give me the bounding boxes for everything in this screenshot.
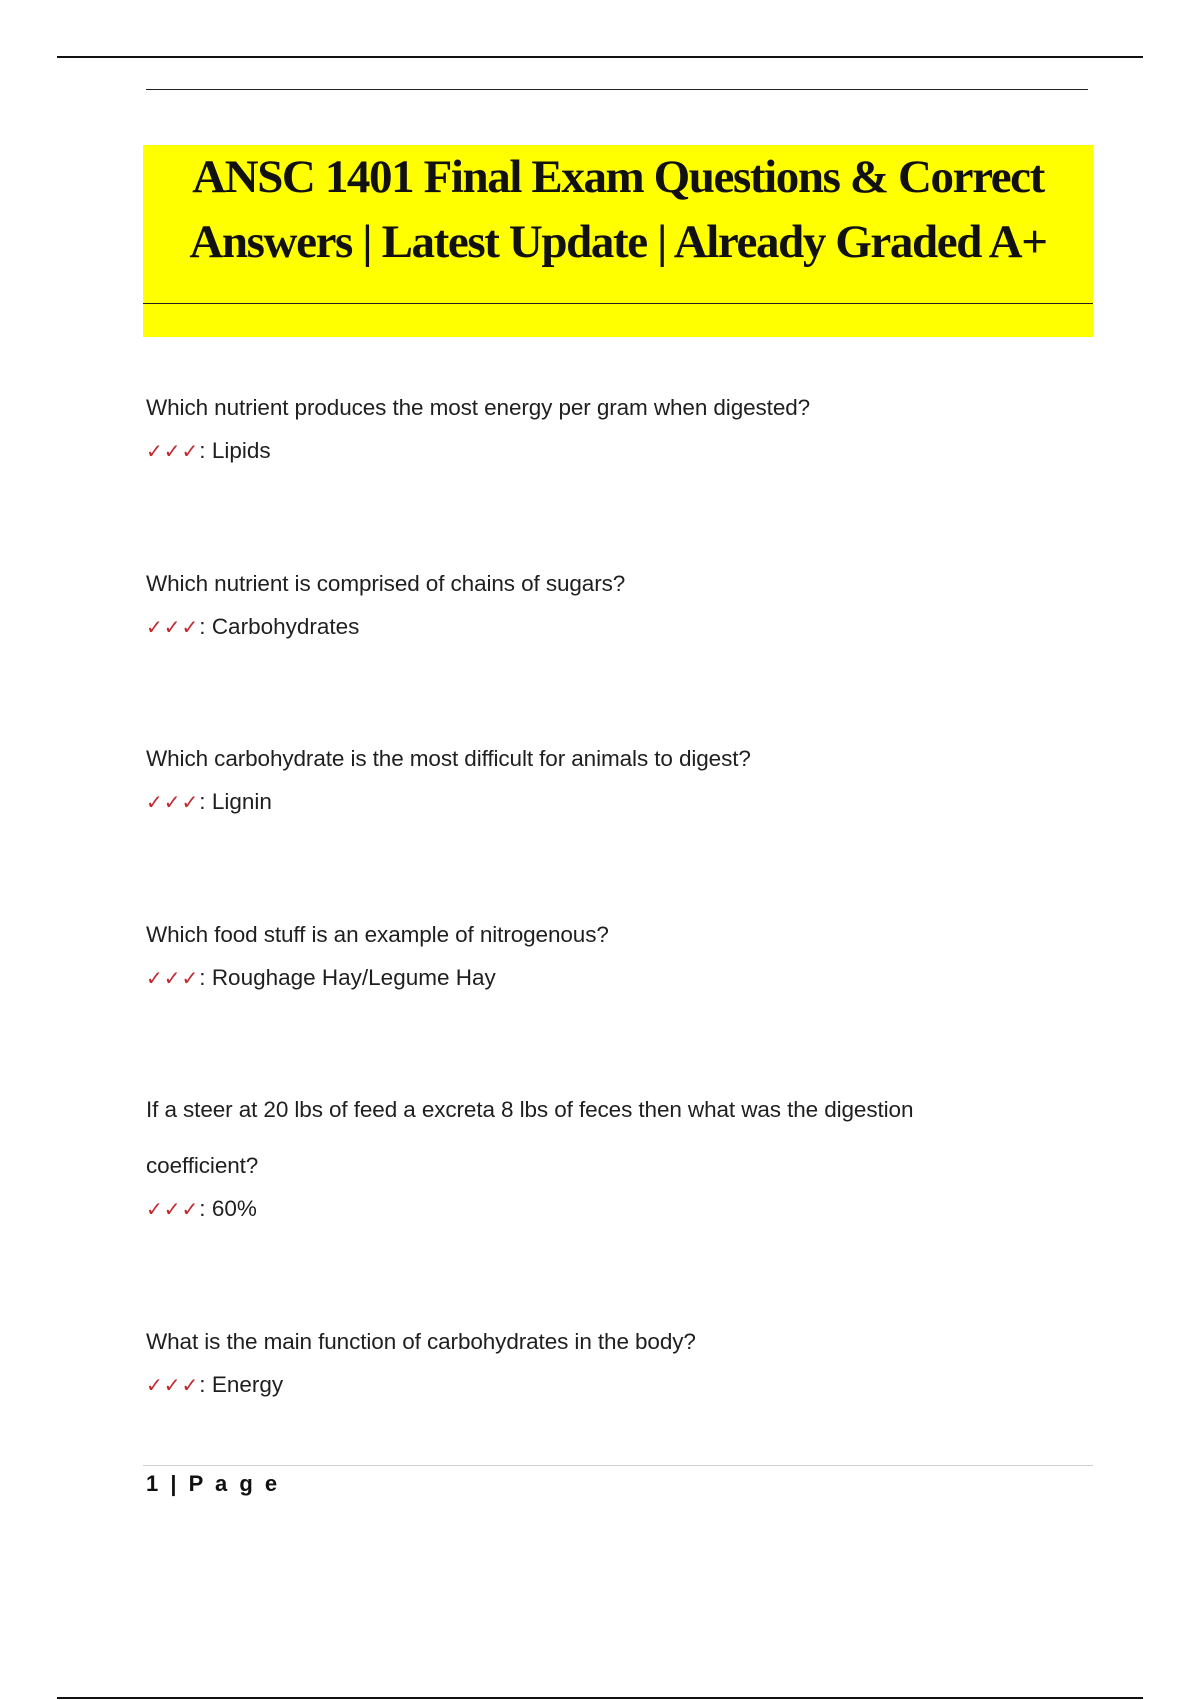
qa-item-6: [146, 1314, 1046, 1400]
question-text: Which nutrient produces the most energy per gram when digested?: [146, 395, 811, 420]
qa-item-4: [146, 907, 1046, 993]
page-top-rule: [57, 56, 1143, 58]
answer-separator: :: [199, 965, 206, 990]
qa-item-5: [146, 1082, 1046, 1224]
question-text: If a steer at 20 lbs of feed a excreta 8 lbs of feces then what was the digestion: [146, 1097, 914, 1122]
answer-line: [146, 1370, 1046, 1400]
answer-separator: :: [199, 789, 206, 814]
answer-text: Carbohydrates: [211, 614, 360, 639]
answer-text: Lignin: [211, 789, 272, 814]
title-rule: [143, 303, 1093, 304]
answer-separator: :: [199, 1372, 206, 1397]
title-line-1: ANSC 1401 Final Exam Questions & Correct: [192, 151, 1044, 203]
checkmark-icon: ✓✓✓: [146, 1197, 200, 1221]
page-bottom-rule: [57, 1697, 1143, 1699]
page-number: 1 | P a g e: [146, 1471, 281, 1496]
answer-line: [146, 612, 1046, 642]
checkmark-icon: ✓✓✓: [146, 966, 200, 990]
answer-separator: :: [199, 438, 206, 463]
header-rule: [146, 89, 1088, 90]
answer-separator: :: [199, 614, 206, 639]
question-text: What is the main function of carbohydrates in the body?: [146, 1329, 696, 1354]
answer-text: Roughage Hay/Legume Hay: [211, 965, 496, 990]
answer-text: Lipids: [211, 438, 271, 463]
question-text: Which food stuff is an example of nitrogenous?: [146, 922, 609, 947]
answer-text: Energy: [211, 1372, 284, 1397]
question-text: Which carbohydrate is the most difficult for animals to digest?: [146, 746, 751, 771]
checkmark-icon: ✓✓✓: [146, 439, 200, 463]
checkmark-icon: ✓✓✓: [146, 615, 200, 639]
qa-item-3: [146, 731, 1046, 817]
answer-line: [146, 436, 1046, 466]
answer-line: [146, 963, 1046, 993]
question-text: Which nutrient is comprised of chains of sugars?: [146, 571, 626, 596]
footer-rule: [143, 1465, 1093, 1466]
question-text-continued: coefficient?: [146, 1153, 259, 1178]
answer-text: 60%: [211, 1196, 257, 1221]
answer-line: [146, 787, 1046, 817]
checkmark-icon: ✓✓✓: [146, 790, 200, 814]
document-title: [143, 145, 1093, 275]
title-line-2: Answers | Latest Update | Already Graded A+: [189, 216, 1047, 268]
answer-line: [146, 1194, 1046, 1224]
checkmark-icon: ✓✓✓: [146, 1373, 200, 1397]
title-highlight: [143, 145, 1093, 337]
qa-item-2: [146, 556, 1046, 642]
answer-separator: :: [199, 1196, 206, 1221]
qa-item-1: [146, 380, 1046, 466]
